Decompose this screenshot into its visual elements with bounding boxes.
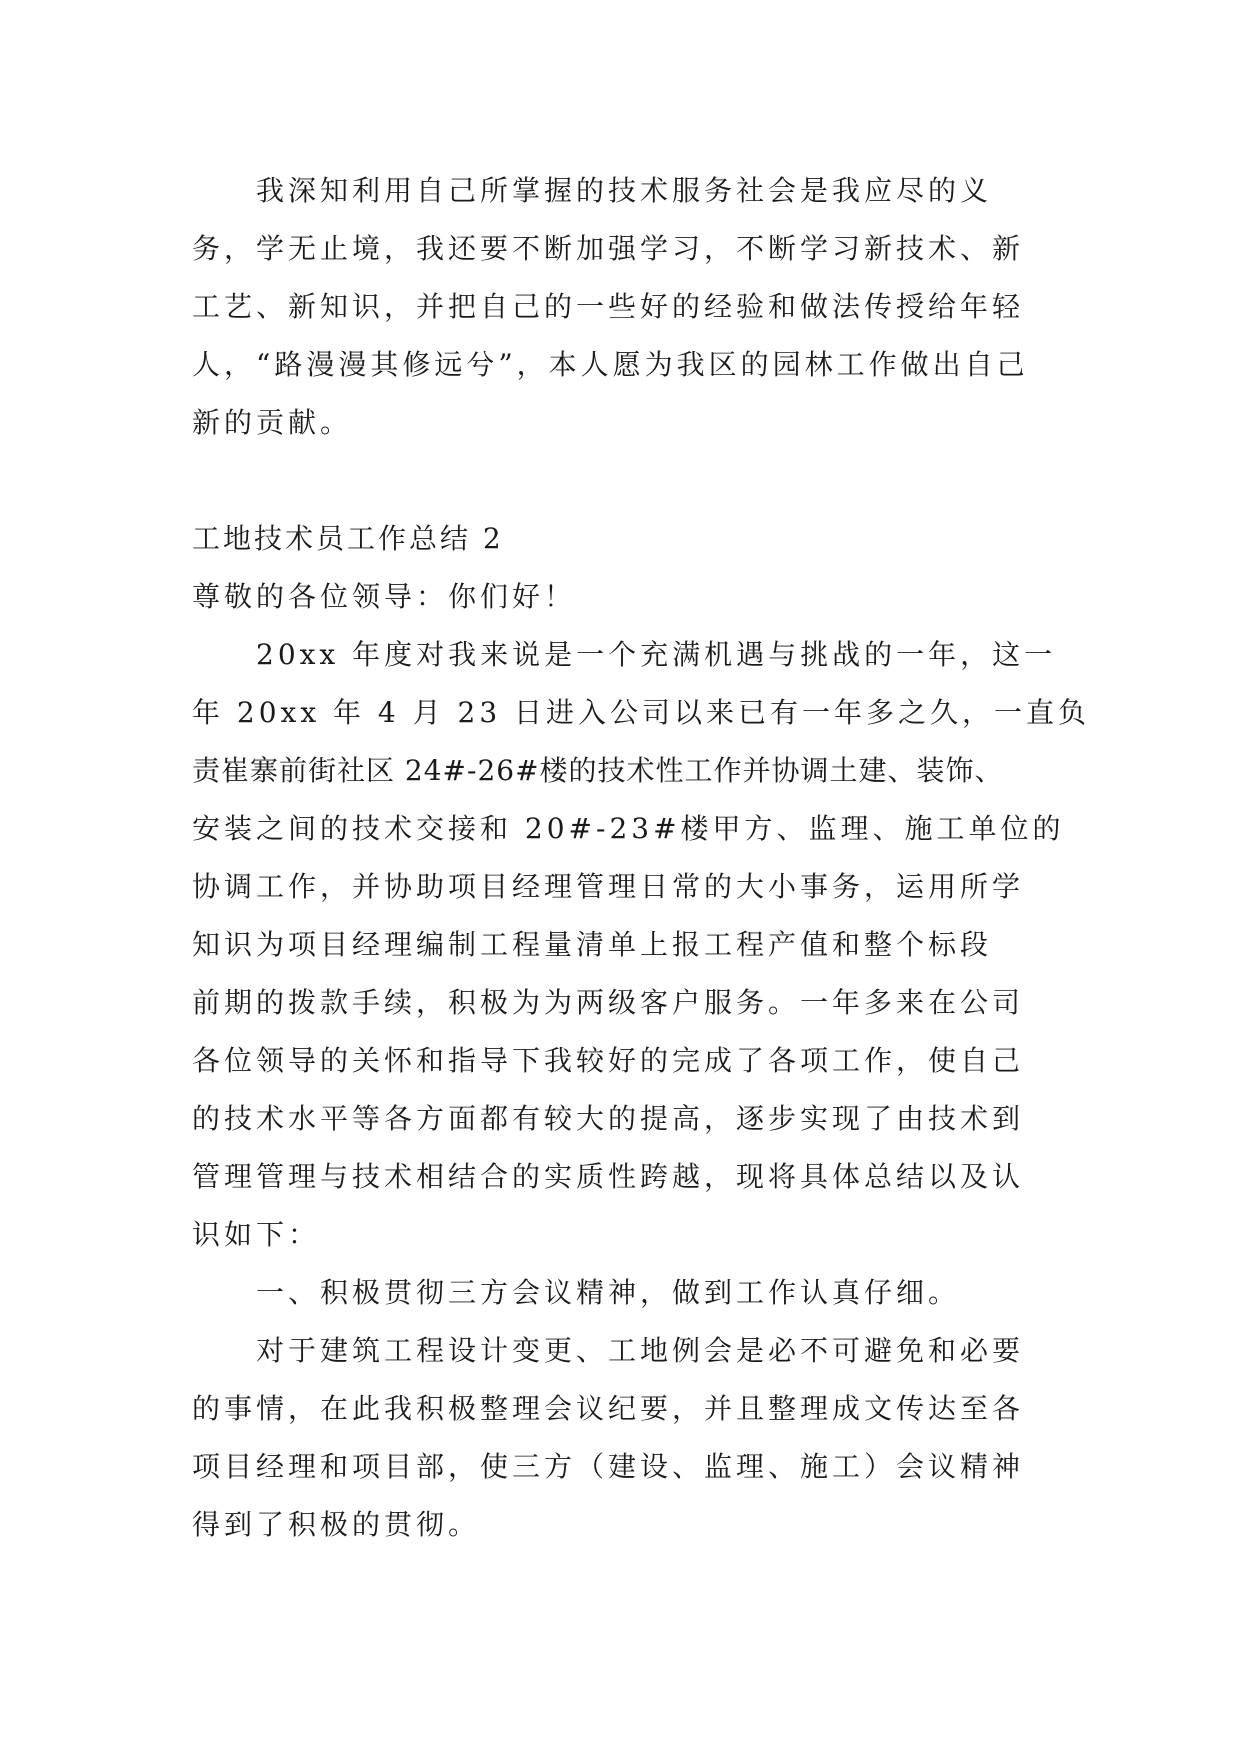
text-line: 的技术水平等各方面都有较大的提高，逐步实现了由技术到: [192, 1102, 1025, 1135]
text-line: 工艺、新知识，并把自己的一些好的经验和做法传授给年轻: [192, 290, 1025, 323]
text-line: 知识为项目经理编制工程量清单上报工程产值和整个标段: [192, 928, 993, 961]
text-line: 20xx 年度对我来说是一个充满机遇与挑战的一年，这一: [256, 638, 1057, 671]
text-line: 协调工作，并协助项目经理管理日常的大小事务，运用所学: [192, 870, 1025, 903]
text-line: 识如下：: [192, 1218, 321, 1251]
section-title: 工地技术员工作总结 2: [192, 522, 504, 555]
text-line: 责崔寨前街社区 24#-26#楼的技术性工作并协调土建、装饰、: [192, 754, 1004, 787]
text-line: 安装之间的技术交接和 20#-23#楼甲方、监理、施工单位的: [192, 812, 1065, 845]
text-line: 务，学无止境，我还要不断加强学习，不断学习新技术、新: [192, 232, 1025, 265]
text-line: 新的贡献。: [192, 406, 353, 439]
text-line: 人，“路漫漫其修远兮”，本人愿为我区的园林工作做出自己: [192, 348, 1029, 381]
greeting: 尊敬的各位领导：你们好！: [192, 580, 577, 613]
text-line: 对于建筑工程设计变更、工地例会是必不可避免和必要: [256, 1334, 1025, 1367]
point-one-heading: 一、积极贯彻三方会议精神，做到工作认真仔细。: [256, 1276, 961, 1309]
text-line: 各位领导的关怀和指导下我较好的完成了各项工作，使自己: [192, 1044, 1025, 1077]
summary-paragraph: [192, 626, 1091, 1264]
paragraph-gap: [192, 452, 1062, 510]
intro-paragraph: [192, 162, 1062, 452]
document-body: [192, 162, 1091, 1554]
text-line: 前期的拨款手续，积极为为两级客户服务。一年多来在公司: [192, 986, 1025, 1019]
text-line: 项目经理和项目部，使三方（建设、监理、施工）会议精神: [192, 1450, 1025, 1483]
text-line: 年 20xx 年 4 月 23 日进入公司以来已有一年多之久，一直负: [192, 696, 1091, 729]
text-line: 我深知利用自己所掌握的技术服务社会是我应尽的义: [256, 174, 993, 207]
text-line: 管理管理与技术相结合的实质性跨越，现将具体总结以及认: [192, 1160, 1025, 1193]
point-one-paragraph: [192, 1322, 1062, 1554]
text-line: 得到了积极的贯彻。: [192, 1508, 481, 1541]
text-line: 的事情，在此我积极整理会议纪要，并且整理成文传达至各: [192, 1392, 1025, 1425]
